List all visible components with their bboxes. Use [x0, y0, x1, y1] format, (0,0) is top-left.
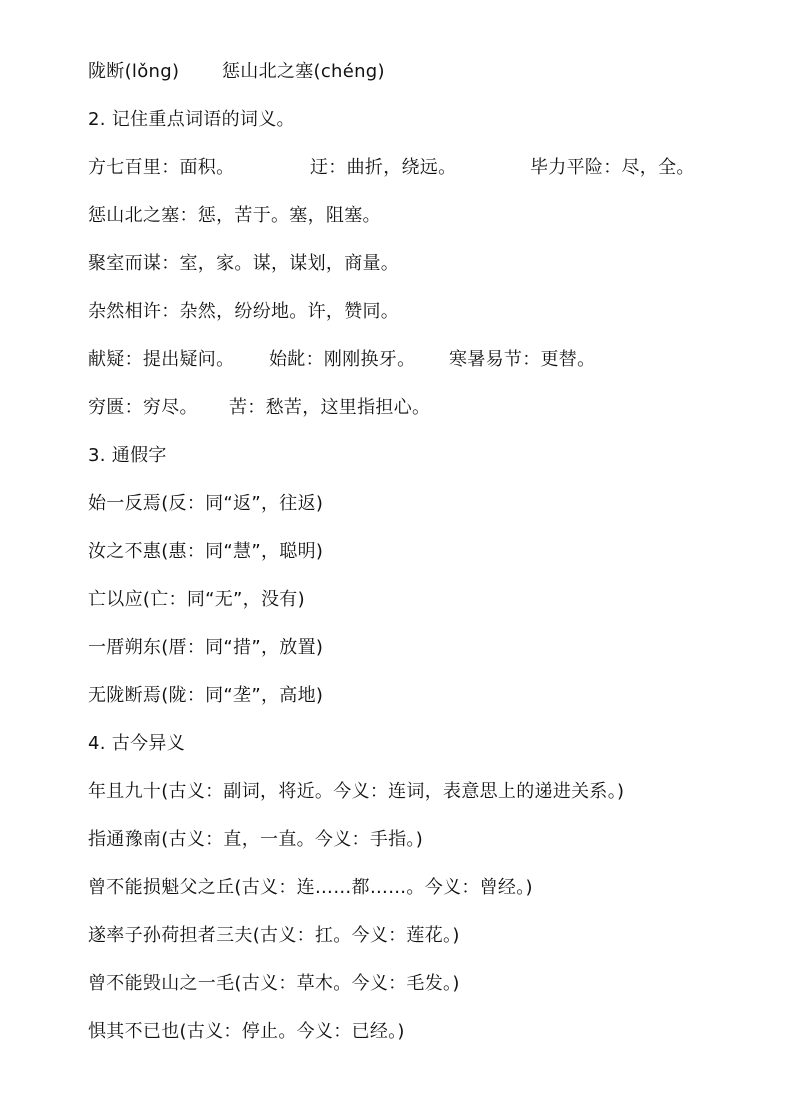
- vocab-entry: 献疑：提出疑问。: [88, 349, 235, 370]
- vocab-line-4: 杂然相许：杂然，纷纷地。许，赞同。: [88, 301, 400, 322]
- pinyin-longduan: 陇断(lǒng): [88, 61, 180, 82]
- gujin-line-5: 曾不能毁山之一毛(古义：草木。今义：毛发。): [88, 973, 460, 994]
- tongjia-line-3: 亡以应(亡：同“无”，没有): [88, 589, 305, 610]
- section-heading-2: 2. 记住重点词语的词义。: [88, 109, 295, 130]
- tongjia-line-1: 始一反焉(反：同“返”，往返): [88, 493, 324, 514]
- gujin-line-3: 曾不能损魁父之丘(古义：连……都……。今义：曾经。): [88, 877, 533, 898]
- vocab-entry: 穷匮：穷尽。: [88, 397, 198, 418]
- tongjia-line-2: 汝之不惠(惠：同“慧”，聪明): [88, 541, 324, 562]
- vocab-entry: 毕力平险：尽，全。: [530, 157, 695, 178]
- vocab-entry: 苦：愁苦，这里指担心。: [229, 397, 431, 418]
- gujin-line-1: 年且九十(古义：副词，将近。今义：连词，表意思上的递进关系。): [88, 781, 625, 802]
- vocab-line-2: 惩山北之塞：惩，苦于。塞，阻塞。: [88, 205, 381, 226]
- vocab-entry: 迂：曲折，绕远。: [310, 157, 457, 178]
- section-heading-3: 3. 通假字: [88, 445, 167, 466]
- gujin-line-6: 惧其不已也(古义：停止。今义：已经。): [88, 1021, 405, 1042]
- vocab-entry: 始龀：刚刚换牙。: [269, 349, 416, 370]
- tongjia-line-5: 无陇断焉(陇：同“垄”，高地): [88, 685, 324, 706]
- gujin-line-2: 指通豫南(古义：直，一直。今义：手指。): [88, 829, 424, 850]
- section-heading-4: 4. 古今异义: [88, 733, 185, 754]
- vocab-line-3: 聚室而谋：室，家。谋，谋划，商量。: [88, 253, 400, 274]
- gujin-line-4: 遂率子孙荷担者三夫(古义：扛。今义：莲花。): [88, 925, 460, 946]
- pinyin-cheng: 惩山北之塞(chéng): [222, 61, 385, 82]
- vocab-entry: 方七百里：面积。: [88, 157, 235, 178]
- tongjia-line-4: 一厝朔东(厝：同“措”，放置): [88, 637, 324, 658]
- vocab-entry: 寒暑易节：更替。: [449, 349, 596, 370]
